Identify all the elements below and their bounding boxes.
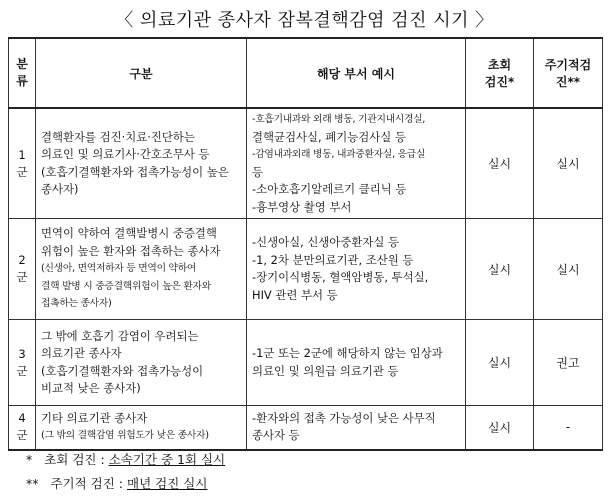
dept-line: 결핵균검사실, 폐기능검사실 등 (252, 129, 406, 144)
footnote-text: 매년 검진 실시 (127, 476, 208, 491)
footnote-mark: ** (26, 476, 39, 491)
dept-cell (247, 108, 466, 219)
group-line: 위험이 높은 환자와 접촉하는 종사자 (41, 243, 221, 258)
class-cell: 4 군 (9, 406, 36, 450)
group-line: 종사자) (41, 182, 79, 196)
periodic-cell: - (534, 406, 603, 450)
group-cell (36, 320, 247, 406)
group-line: 비교적 낮은 종사자) (41, 381, 141, 395)
group-line: 면역이 약하여 결핵발병시 중증결핵 (41, 226, 217, 241)
initial-cell: 실시 (466, 108, 534, 219)
dept-line: -장기이식병동, 혈액암병동, 투석실, (252, 270, 429, 284)
periodic-cell: 권고 (534, 320, 603, 406)
header-class: 분 류 (9, 38, 36, 108)
table-row (9, 219, 603, 320)
dept-cell (247, 406, 466, 450)
dept-line: 의료인 및 의원급 의료기관 등 (252, 363, 399, 378)
dept-line: HIV 관련 부서 등 (252, 287, 338, 302)
initial-cell: 실시 (466, 406, 534, 450)
periodic-cell: 실시 (534, 219, 603, 320)
header-group: 구분 (36, 38, 247, 108)
dept-line: -신생아실, 신생아중환자실 등 (252, 235, 400, 249)
footnote-text: 소속기간 중 1회 실시 (108, 452, 226, 467)
group-line: 의료기관 종사자 (41, 346, 122, 360)
group-line: (신생아, 면역저하자 등 면역이 약하여 (41, 263, 197, 275)
header-initial: 초회 검진* (466, 38, 534, 108)
group-line: (호흡기결핵환자와 접촉가능성이 높은 (41, 164, 229, 179)
group-line: 그 밖에 호흡기 감염이 우려되는 (41, 328, 199, 343)
class-cell: 2 군 (9, 219, 36, 320)
group-cell (36, 406, 247, 450)
header-periodic: 주기적검 진** (534, 38, 603, 108)
footnote-mark: * (26, 452, 33, 467)
group-cell (36, 219, 247, 320)
table-row (9, 108, 603, 219)
dept-line: 종사자 등 (252, 428, 300, 443)
table-row (9, 320, 603, 406)
dept-line: 등 (252, 164, 264, 179)
group-line: (호흡기결핵환자와 접촉가능성이 (41, 363, 204, 378)
table-header-row (9, 38, 603, 108)
footnote-label: 주기적 검진 : (50, 476, 124, 491)
group-line: 결핵환자를 검진·치료·진단하는 (41, 129, 195, 144)
dept-line: -1군 또는 2군에 해당하지 않는 임상과 (252, 346, 443, 360)
dept-line: -소아호흡기알레르기 클리닉 등 (252, 182, 407, 196)
group-line: 기타 의료기관 종사자 (41, 410, 148, 425)
group-line: 결핵 발병 시 중증결핵위험이 높은 환자와 (41, 280, 211, 292)
class-cell: 1 군 (9, 108, 36, 219)
footnote-label: 초회 검진 : (44, 452, 105, 467)
screening-table (8, 37, 603, 451)
footnote-initial (26, 450, 225, 468)
header-dept: 해당 부서 예시 (247, 38, 466, 108)
group-line: 접촉하는 종사자) (41, 298, 112, 310)
class-cell: 3 군 (9, 320, 36, 406)
dept-cell (247, 320, 466, 406)
group-cell (36, 108, 247, 219)
dept-line: -호흡기내과와 외래 병동, 기관지내시경실, (252, 114, 426, 125)
page-title: 〈 의료기관 종사자 잠복결핵감염 검진 시기 〉 (115, 10, 494, 31)
dept-line: -환자와의 접촉 가능성이 낮은 사무직 (252, 410, 436, 425)
table-row (9, 406, 603, 450)
dept-line: -1, 2차 분만의료기관, 조산원 등 (252, 252, 414, 267)
dept-cell (247, 219, 466, 320)
dept-line: -감염내과외래 병동, 내과중환자실, 응급실 (252, 149, 426, 160)
group-line: (그 밖의 결핵감염 위험도가 낮은 종사자) (41, 430, 209, 442)
initial-cell: 실시 (466, 219, 534, 320)
initial-cell: 실시 (466, 320, 534, 406)
periodic-cell: 실시 (534, 108, 603, 219)
group-line: 의료인 및 의료기사·간호조무사 등 (41, 147, 210, 161)
footnote-periodic (26, 474, 207, 492)
dept-line: -흉부영상 촬영 부서 (252, 199, 352, 214)
